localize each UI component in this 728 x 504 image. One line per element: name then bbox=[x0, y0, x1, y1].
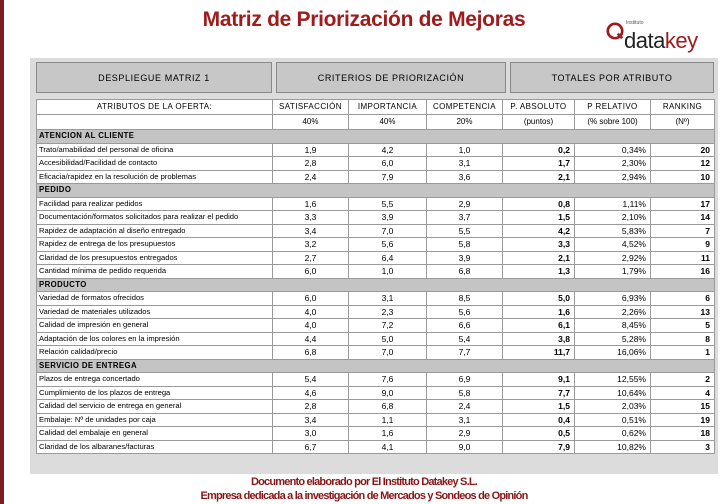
attribute-label: Variedad de materiales utilizados bbox=[37, 305, 273, 319]
p-absoluto-value: 0,8 bbox=[503, 197, 575, 211]
table-row bbox=[37, 346, 715, 360]
competencia-value: 5,8 bbox=[427, 386, 503, 400]
competencia-value: 6,9 bbox=[427, 373, 503, 387]
table-row bbox=[37, 292, 715, 306]
table-row bbox=[37, 211, 715, 225]
attribute-label: Variedad de formatos ofrecidos bbox=[37, 292, 273, 306]
section-row bbox=[37, 359, 715, 373]
competencia-value: 1,0 bbox=[427, 143, 503, 157]
satisfaccion-value: 2,8 bbox=[273, 400, 349, 414]
section-row bbox=[37, 130, 715, 144]
competencia-value: 6,8 bbox=[427, 265, 503, 279]
header-despliegue: DESPLIEGUE MATRIZ 1 bbox=[36, 62, 272, 93]
table-row bbox=[37, 224, 715, 238]
p-absoluto-value: 0,5 bbox=[503, 427, 575, 441]
col-satisfaccion: SATISFACCIÓN bbox=[273, 100, 349, 115]
p-absoluto-value: 0,4 bbox=[503, 413, 575, 427]
satisfaccion-value: 4,0 bbox=[273, 305, 349, 319]
p-absoluto-value: 2,1 bbox=[503, 170, 575, 184]
p-relativo-value: 2,30% bbox=[575, 157, 651, 171]
table-row bbox=[37, 440, 715, 454]
ranking-value: 17 bbox=[651, 197, 715, 211]
importancia-value: 1,0 bbox=[349, 265, 427, 279]
satisfaccion-value: 6,0 bbox=[273, 265, 349, 279]
ranking-value: 4 bbox=[651, 386, 715, 400]
attribute-label: Cantidad mínima de pedido requerida bbox=[37, 265, 273, 279]
ranking-value: 3 bbox=[651, 440, 715, 454]
table-row bbox=[37, 143, 715, 157]
competencia-value: 5,6 bbox=[427, 305, 503, 319]
p-absoluto-value: 1,3 bbox=[503, 265, 575, 279]
competencia-value: 5,5 bbox=[427, 224, 503, 238]
logo-swirl-icon bbox=[606, 22, 624, 40]
satisfaccion-value: 3,0 bbox=[273, 427, 349, 441]
competencia-value: 2,4 bbox=[427, 400, 503, 414]
p-absoluto-value: 2,1 bbox=[503, 251, 575, 265]
unit-puntos: (puntos) bbox=[503, 115, 575, 130]
column-subheader-row bbox=[37, 115, 715, 130]
satisfaccion-value: 2,7 bbox=[273, 251, 349, 265]
col-p-absoluto: P. ABSOLUTO bbox=[503, 100, 575, 115]
header-totales: TOTALES POR ATRIBUTO bbox=[510, 62, 714, 93]
table-row bbox=[37, 238, 715, 252]
ranking-value: 8 bbox=[651, 332, 715, 346]
p-relativo-value: 2,94% bbox=[575, 170, 651, 184]
p-relativo-value: 2,92% bbox=[575, 251, 651, 265]
col-importancia: IMPORTANCIA bbox=[349, 100, 427, 115]
competencia-value: 6,6 bbox=[427, 319, 503, 333]
competencia-value: 7,7 bbox=[427, 346, 503, 360]
satisfaccion-value: 3,3 bbox=[273, 211, 349, 225]
p-absoluto-value: 5,0 bbox=[503, 292, 575, 306]
satisfaccion-value: 1,6 bbox=[273, 197, 349, 211]
importancia-value: 7,6 bbox=[349, 373, 427, 387]
table-row bbox=[37, 413, 715, 427]
p-relativo-value: 10,82% bbox=[575, 440, 651, 454]
col-ranking: RANKING bbox=[651, 100, 715, 115]
col-atributos: ATRIBUTOS DE LA OFERTA: bbox=[37, 100, 273, 115]
p-absoluto-value: 7,7 bbox=[503, 386, 575, 400]
importancia-value: 7,0 bbox=[349, 224, 427, 238]
ranking-value: 7 bbox=[651, 224, 715, 238]
competencia-value: 3,6 bbox=[427, 170, 503, 184]
importancia-value: 7,0 bbox=[349, 346, 427, 360]
table-row bbox=[37, 157, 715, 171]
ranking-value: 20 bbox=[651, 143, 715, 157]
p-absoluto-value: 1,6 bbox=[503, 305, 575, 319]
ranking-value: 19 bbox=[651, 413, 715, 427]
section-title: PEDIDO bbox=[37, 184, 715, 198]
section-title: SERVICIO DE ENTREGA bbox=[37, 359, 715, 373]
p-relativo-value: 0,51% bbox=[575, 413, 651, 427]
satisfaccion-value: 2,8 bbox=[273, 157, 349, 171]
ranking-value: 2 bbox=[651, 373, 715, 387]
satisfaccion-value: 3,2 bbox=[273, 238, 349, 252]
p-absoluto-value: 0,2 bbox=[503, 143, 575, 157]
importancia-value: 3,1 bbox=[349, 292, 427, 306]
logo-small-text: Instituto bbox=[626, 20, 644, 26]
p-relativo-value: 6,93% bbox=[575, 292, 651, 306]
footer-line-2: Empresa dedicada a la investigación de Mercados y Sondeos de Opinión bbox=[200, 490, 528, 502]
attribute-label: Cumplimiento de los plazos de entrega bbox=[37, 386, 273, 400]
ranking-value: 10 bbox=[651, 170, 715, 184]
importancia-value: 4,2 bbox=[349, 143, 427, 157]
ranking-value: 16 bbox=[651, 265, 715, 279]
section-title: PRODUCTO bbox=[37, 278, 715, 292]
competencia-value: 3,7 bbox=[427, 211, 503, 225]
importancia-value: 6,0 bbox=[349, 157, 427, 171]
table-row bbox=[37, 319, 715, 333]
attribute-label: Plazos de entrega concertado bbox=[37, 373, 273, 387]
competencia-value: 3,9 bbox=[427, 251, 503, 265]
attribute-label: Claridad de los presupuestos entregados bbox=[37, 251, 273, 265]
col-atributos-sub bbox=[37, 115, 273, 130]
header-criterios: CRITERIOS DE PRIORIZACIÓN bbox=[276, 62, 506, 93]
weight-importancia: 40% bbox=[349, 115, 427, 130]
p-relativo-value: 12,55% bbox=[575, 373, 651, 387]
satisfaccion-value: 2,4 bbox=[273, 170, 349, 184]
p-relativo-value: 16,06% bbox=[575, 346, 651, 360]
p-absoluto-value: 1,5 bbox=[503, 211, 575, 225]
p-absoluto-value: 9,1 bbox=[503, 373, 575, 387]
p-relativo-value: 0,62% bbox=[575, 427, 651, 441]
table-row bbox=[37, 386, 715, 400]
p-absoluto-value: 11,7 bbox=[503, 346, 575, 360]
importancia-value: 5,6 bbox=[349, 238, 427, 252]
competencia-value: 9,0 bbox=[427, 440, 503, 454]
p-absoluto-value: 4,2 bbox=[503, 224, 575, 238]
logo-wordmark: datakey bbox=[624, 28, 698, 53]
footer-line-1: Documento elaborado por El Instituto Datakey S.L. bbox=[250, 476, 478, 488]
attribute-label: Trato/amabilidad del personal de oficina bbox=[37, 143, 273, 157]
attribute-label: Rapidez de entrega de los presupuestos bbox=[37, 238, 273, 252]
p-absoluto-value: 3,3 bbox=[503, 238, 575, 252]
satisfaccion-value: 4,6 bbox=[273, 386, 349, 400]
competencia-value: 3,1 bbox=[427, 157, 503, 171]
importancia-value: 9,0 bbox=[349, 386, 427, 400]
p-relativo-value: 1,79% bbox=[575, 265, 651, 279]
weight-satisfaccion: 40% bbox=[273, 115, 349, 130]
ranking-value: 13 bbox=[651, 305, 715, 319]
p-absoluto-value: 6,1 bbox=[503, 319, 575, 333]
ranking-value: 6 bbox=[651, 292, 715, 306]
attribute-label: Documentación/formatos solicitados para realizar el pedido bbox=[37, 211, 273, 225]
column-header-row bbox=[37, 100, 715, 115]
col-p-relativo: P RELATIVO bbox=[575, 100, 651, 115]
satisfaccion-value: 5,4 bbox=[273, 373, 349, 387]
col-competencia: COMPETENCIA bbox=[427, 100, 503, 115]
priority-matrix-table bbox=[36, 99, 715, 454]
attribute-label: Calidad del servicio de entrega en general bbox=[37, 400, 273, 414]
importancia-value: 1,1 bbox=[349, 413, 427, 427]
satisfaccion-value: 4,4 bbox=[273, 332, 349, 346]
p-relativo-value: 4,52% bbox=[575, 238, 651, 252]
section-title: ATENCION AL CLIENTE bbox=[37, 130, 715, 144]
importancia-value: 4,1 bbox=[349, 440, 427, 454]
table-row bbox=[37, 251, 715, 265]
satisfaccion-value: 6,0 bbox=[273, 292, 349, 306]
p-relativo-value: 2,26% bbox=[575, 305, 651, 319]
attribute-label: Accesibilidad/Facilidad de contacto bbox=[37, 157, 273, 171]
left-accent-bar bbox=[0, 0, 4, 504]
unit-num: (Nº) bbox=[651, 115, 715, 130]
attribute-label: Claridad de los albaranes/facturas bbox=[37, 440, 273, 454]
importancia-value: 5,5 bbox=[349, 197, 427, 211]
p-relativo-value: 0,34% bbox=[575, 143, 651, 157]
ranking-value: 14 bbox=[651, 211, 715, 225]
p-absoluto-value: 1,5 bbox=[503, 400, 575, 414]
attribute-label: Embalaje: Nº de unidades por caja bbox=[37, 413, 273, 427]
importancia-value: 3,9 bbox=[349, 211, 427, 225]
satisfaccion-value: 1,9 bbox=[273, 143, 349, 157]
satisfaccion-value: 3,4 bbox=[273, 224, 349, 238]
ranking-value: 1 bbox=[651, 346, 715, 360]
p-absoluto-value: 3,8 bbox=[503, 332, 575, 346]
importancia-value: 6,8 bbox=[349, 400, 427, 414]
p-relativo-value: 2,10% bbox=[575, 211, 651, 225]
p-relativo-value: 5,83% bbox=[575, 224, 651, 238]
ranking-value: 9 bbox=[651, 238, 715, 252]
importancia-value: 7,9 bbox=[349, 170, 427, 184]
importancia-value: 7,2 bbox=[349, 319, 427, 333]
satisfaccion-value: 6,8 bbox=[273, 346, 349, 360]
competencia-value: 5,8 bbox=[427, 238, 503, 252]
attribute-label: Calidad de impresión en general bbox=[37, 319, 273, 333]
ranking-value: 11 bbox=[651, 251, 715, 265]
page-title: Matriz de Priorización de Mejoras bbox=[202, 8, 526, 31]
competencia-value: 2,9 bbox=[427, 197, 503, 211]
competencia-value: 2,9 bbox=[427, 427, 503, 441]
importancia-value: 5,0 bbox=[349, 332, 427, 346]
table-row bbox=[37, 265, 715, 279]
p-relativo-value: 8,45% bbox=[575, 319, 651, 333]
table-row bbox=[37, 305, 715, 319]
attribute-label: Calidad del embalaje en general bbox=[37, 427, 273, 441]
competencia-value: 5,4 bbox=[427, 332, 503, 346]
table-row bbox=[37, 373, 715, 387]
table-row bbox=[37, 400, 715, 414]
table-row bbox=[37, 197, 715, 211]
ranking-value: 5 bbox=[651, 319, 715, 333]
satisfaccion-value: 6,7 bbox=[273, 440, 349, 454]
attribute-label: Rapidez de adaptación al diseño entregado bbox=[37, 224, 273, 238]
competencia-value: 3,1 bbox=[427, 413, 503, 427]
attribute-label: Facilidad para realizar pedidos bbox=[37, 197, 273, 211]
table-row bbox=[37, 427, 715, 441]
attribute-label: Eficacia/rapidez en la resolución de problemas bbox=[37, 170, 273, 184]
p-absoluto-value: 7,9 bbox=[503, 440, 575, 454]
unit-sobre100: (% sobre 100) bbox=[575, 115, 651, 130]
p-absoluto-value: 1,7 bbox=[503, 157, 575, 171]
competencia-value: 8,5 bbox=[427, 292, 503, 306]
section-row bbox=[37, 278, 715, 292]
ranking-value: 15 bbox=[651, 400, 715, 414]
importancia-value: 2,3 bbox=[349, 305, 427, 319]
importancia-value: 1,6 bbox=[349, 427, 427, 441]
ranking-value: 18 bbox=[651, 427, 715, 441]
p-relativo-value: 1,11% bbox=[575, 197, 651, 211]
satisfaccion-value: 3,4 bbox=[273, 413, 349, 427]
datakey-logo bbox=[606, 20, 718, 54]
satisfaccion-value: 4,0 bbox=[273, 319, 349, 333]
table-row bbox=[37, 332, 715, 346]
p-relativo-value: 10,64% bbox=[575, 386, 651, 400]
importancia-value: 6,4 bbox=[349, 251, 427, 265]
matrix-body bbox=[37, 130, 715, 454]
p-relativo-value: 5,28% bbox=[575, 332, 651, 346]
attribute-label: Relación calidad/precio bbox=[37, 346, 273, 360]
attribute-label: Adaptación de los colores en la impresión bbox=[37, 332, 273, 346]
weight-competencia: 20% bbox=[427, 115, 503, 130]
ranking-value: 12 bbox=[651, 157, 715, 171]
table-row bbox=[37, 170, 715, 184]
p-relativo-value: 2,03% bbox=[575, 400, 651, 414]
section-row bbox=[37, 184, 715, 198]
